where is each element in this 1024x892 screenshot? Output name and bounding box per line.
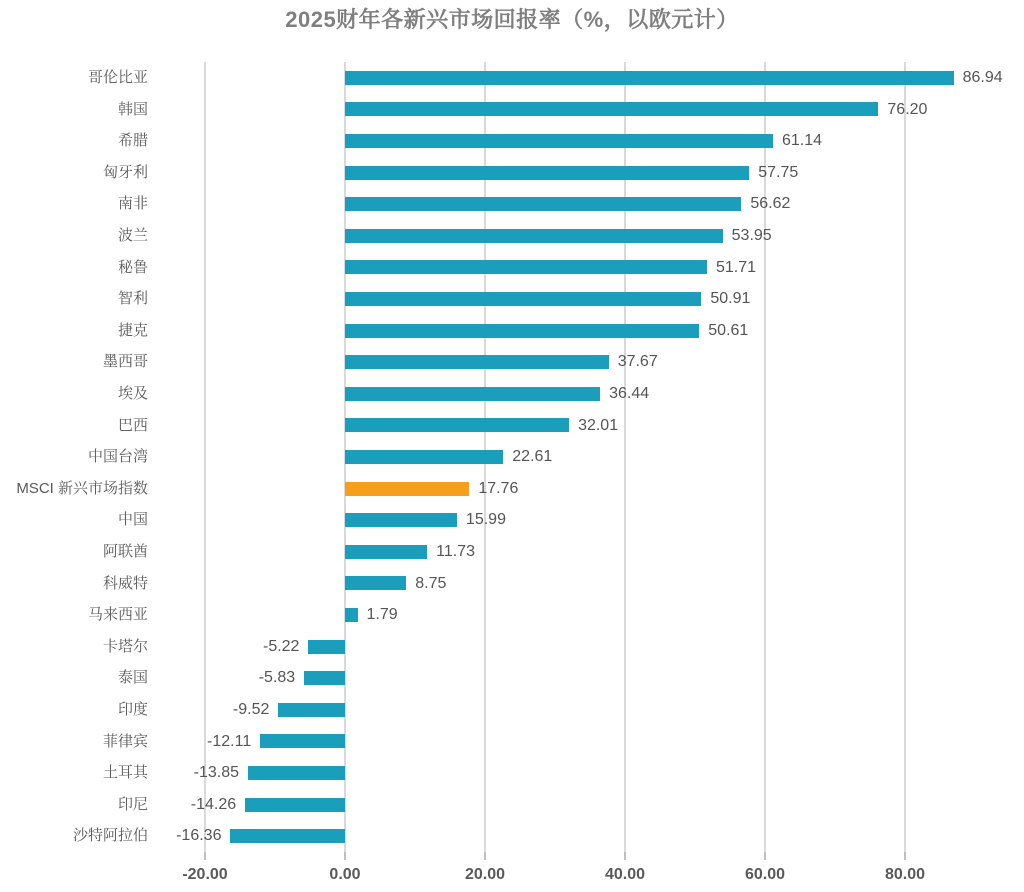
bar xyxy=(345,545,427,559)
bar xyxy=(345,387,600,401)
value-label: 8.75 xyxy=(415,574,447,592)
value-label: 86.94 xyxy=(962,69,1003,86)
bar xyxy=(345,260,707,274)
bar xyxy=(345,513,457,527)
value-label: 11.73 xyxy=(436,543,475,560)
bar xyxy=(345,102,878,116)
value-label: 22.61 xyxy=(512,448,553,466)
category-label: 卡塔尔 xyxy=(102,637,148,655)
bar xyxy=(345,482,469,496)
bar xyxy=(304,671,345,685)
category-label: MSCI 新兴市场指数 xyxy=(16,479,148,497)
category-label: 科威特 xyxy=(102,574,148,592)
value-label: 57.75 xyxy=(758,163,799,181)
x-axis-tick-label: 0.00 xyxy=(329,866,361,883)
value-label: -16.36 xyxy=(176,827,222,845)
x-axis-tick xyxy=(344,852,346,860)
x-axis-tick xyxy=(484,852,486,860)
category-label: 捷克 xyxy=(117,321,148,339)
value-label: 15.99 xyxy=(465,511,506,529)
value-label: 32.01 xyxy=(578,416,619,434)
x-axis-tick xyxy=(904,852,906,860)
category-label: 马来西亚 xyxy=(87,606,148,624)
category-label: 韩国 xyxy=(117,100,148,118)
value-label: -14.26 xyxy=(190,795,237,813)
bar xyxy=(260,734,345,748)
bar xyxy=(345,71,954,85)
bar xyxy=(345,134,773,148)
value-label: -5.22 xyxy=(262,637,300,655)
x-axis-tick-label: 40.00 xyxy=(604,866,646,883)
gridline xyxy=(204,62,206,852)
value-label: -9.52 xyxy=(232,701,270,718)
x-axis-tick xyxy=(204,852,206,860)
x-axis-tick xyxy=(764,852,766,860)
category-label: 南非 xyxy=(117,195,148,213)
value-label: 50.91 xyxy=(710,290,751,308)
bar xyxy=(345,292,701,306)
bar xyxy=(345,229,723,243)
bar xyxy=(345,608,358,622)
bar xyxy=(345,166,749,180)
gridline xyxy=(904,62,906,852)
value-label: -12.11 xyxy=(207,732,252,750)
value-label: 61.14 xyxy=(781,132,823,150)
category-label: 菲律宾 xyxy=(102,732,148,750)
category-label: 印尼 xyxy=(117,795,148,813)
category-label: 埃及 xyxy=(117,385,148,402)
category-label: 巴西 xyxy=(117,416,148,434)
x-axis-tick xyxy=(624,852,626,860)
chart-title: 2025财年各新兴市场回报率（%，以欧元计） xyxy=(285,7,739,32)
value-label: 36.44 xyxy=(609,385,650,402)
x-axis-tick-label: 20.00 xyxy=(464,866,506,883)
value-label: 76.20 xyxy=(887,100,928,118)
category-label: 秘鲁 xyxy=(117,258,148,276)
value-label: 56.62 xyxy=(750,195,791,213)
category-label: 哥伦比亚 xyxy=(87,69,148,86)
category-label: 墨西哥 xyxy=(102,353,148,371)
value-label: 53.95 xyxy=(731,227,772,244)
category-label: 中国 xyxy=(117,511,148,529)
category-label: 智利 xyxy=(117,290,148,308)
x-axis-tick-label: 80.00 xyxy=(884,866,926,883)
category-label: 泰国 xyxy=(117,669,148,687)
bar xyxy=(308,640,345,654)
x-axis-tick-label: 60.00 xyxy=(744,866,786,883)
category-label: 希腊 xyxy=(117,132,148,150)
category-label: 阿联酋 xyxy=(102,543,148,560)
bar xyxy=(345,324,699,338)
category-label: 匈牙利 xyxy=(102,163,148,181)
bar xyxy=(345,355,609,369)
bar xyxy=(248,766,345,780)
value-label: 51.71 xyxy=(715,258,757,276)
category-label: 沙特阿拉伯 xyxy=(72,827,148,845)
x-axis-tick-label: -20.00 xyxy=(182,866,228,883)
value-label: 17.76 xyxy=(478,479,519,497)
value-label: -5.83 xyxy=(258,669,296,687)
value-label: 1.79 xyxy=(366,606,398,624)
value-label: 50.61 xyxy=(708,321,749,339)
value-label: -13.85 xyxy=(193,764,240,782)
bar xyxy=(345,450,503,464)
gridline xyxy=(624,62,626,852)
category-label: 中国台湾 xyxy=(87,448,148,466)
bar xyxy=(345,197,741,211)
bar xyxy=(278,703,345,717)
category-label: 波兰 xyxy=(117,227,148,244)
category-label: 印度 xyxy=(117,701,148,718)
value-label: 37.67 xyxy=(617,353,658,371)
bar xyxy=(345,576,406,590)
bar xyxy=(245,798,345,812)
bar xyxy=(345,418,569,432)
category-label: 土耳其 xyxy=(102,764,148,782)
bar xyxy=(230,829,345,843)
